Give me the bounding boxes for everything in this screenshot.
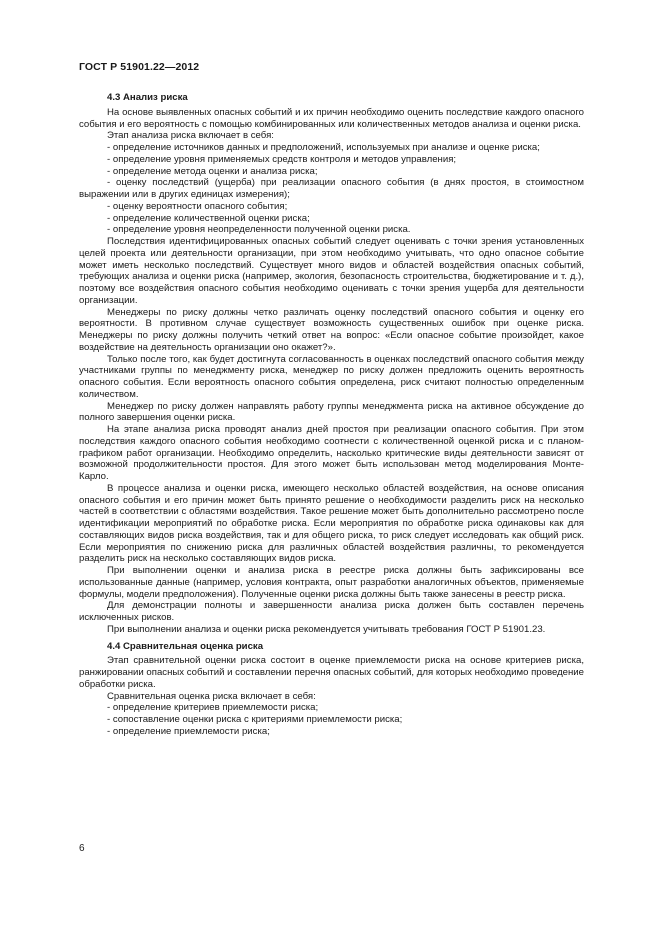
list-item: - оценку последствий (ущерба) при реализации опасного события (в днях простоя, в стоимостном выражении или в других единицах измерения); <box>79 177 584 200</box>
section-heading: 4.4 Сравнительная оценка риска <box>107 640 264 652</box>
list-item: - определение уровня применяемых средств контроля и методов управления; <box>107 153 457 165</box>
paragraph: Последствия идентифицированных опасных событий следует оценивать с точки зрения установленных целей проекта или деятельности организации, при этом необходимо учитывать, что одно опасное событие может иметь несколько последствий. Существует много видов и областей воздействия опасных событий, требующих анализа и оценки риска (например, экология, безопасность строительства, бюджетирование и т. д.), поэтому все воздействия опасного события необходимо оценивать с точки зрения ущерба для деятельности организации. <box>79 236 584 306</box>
document-header: ГОСТ Р 51901.22—2012 <box>79 61 200 73</box>
section-heading: 4.3 Анализ риска <box>107 92 188 103</box>
list-item: - сопоставление оценки риска с критериями приемлемости риска; <box>107 714 403 725</box>
paragraph: На основе выявленных опасных событий и их причин необходимо оценить последствие каждого опасного события и его вероятность с помощью комбинированных или количественных методов анализа и оценки риска. <box>79 106 584 130</box>
paragraph: Этап сравнительной оценки риска состоит в оценке приемлемости риска на основе критериев риска, ранжировании опасных событий и составлении перечня опасных событий, для которых необходимо проведение обработки риска. <box>79 655 584 690</box>
list-item: - определение метода оценки и анализа риска; <box>107 165 318 177</box>
paragraph: Менеджер по риску должен направлять работу группы менеджмента риска на активное обсуждение до полного завершения оценки риска. <box>79 400 584 424</box>
paragraph: Для демонстрации полноты и завершенности анализа риска должен быть составлен перечень исключенных рисков. <box>79 600 584 623</box>
paragraph: При выполнении анализа и оценки риска рекомендуется учитывать требования ГОСТ Р 51901.23. <box>107 623 546 635</box>
page-number: 6 <box>79 843 85 854</box>
paragraph: При выполнении оценки и анализа риска в реестре риска должны быть зафиксированы все использованные данные (например, условия контракта, опыт разработки аналогичных объектов, применяемые формулы, модели предположения). Полученные оценки риска должны быть также занесены в реестр риска. <box>79 565 584 600</box>
paragraph: Только после того, как будет достигнута согласованность в оценках последствий опасного события между участниками группы по менеджменту риска, менеджер по риску должен предложить оценить вероятность опасного события. Если вероятность опасного события определена, риск считают полностью определенным количеством. <box>79 353 584 400</box>
paragraph: Этап анализа риска включает в себя: <box>107 130 274 142</box>
page-body <box>79 92 584 738</box>
list-item: - определение источников данных и предположений, используемых при анализе и оценке риска; <box>107 142 540 153</box>
list-item: - определение уровня неопределенности полученной оценки риска. <box>107 224 411 236</box>
list-item: - оценку вероятности опасного события; <box>107 200 288 212</box>
paragraph: Менеджеры по риску должны четко различать оценку последствий опасного события и оценку его вероятности. В противном случае существует возможность существенных ошибок при оценке риска. Менеджеры по риску должны получить четкий ответ на вопрос: «Если опасное событие произойдет, какое воздействие на деятельность организации оно окажет?». <box>79 306 584 353</box>
list-item: - определение приемлемости риска; <box>107 725 270 737</box>
paragraph: На этапе анализа риска проводят анализ дней простоя при реализации опасного события. При этом последствия каждого опасного события необходимо соотнести с количественной оценкой риска и с планом-графиком работ организации. Необходимо определить, насколько критические виды деятельности зависят от возможной продолжительности простоя. Для этого может быть использован метод моделирования Монте-Карло. <box>79 424 584 482</box>
paragraph: Сравнительная оценка риска включает в себя: <box>107 690 316 702</box>
list-item: - определение критериев приемлемости риска; <box>107 702 319 714</box>
list-item: - определение количественной оценки риска; <box>107 212 310 224</box>
paragraph: В процессе анализа и оценки риска, имеющего несколько областей воздействия, на основе описания опасного события и его причин может быть принято решение о необходимости разделить риск на несколько частей в соответствии с областями воздействия. Такое решение может быть дополнительно рассмотрено после идентификации мероприятий по обработке риска. Если мероприятия по обработке риска одинаковы как для составляющих видов риска воздействия, так и для общего риска, то риск следует исследовать как общий риск. Если мероприятия по снижению риска для различных областей воздействия различны, то рекомендуется разделить риск на несколько составляющих видов риска. <box>79 482 584 565</box>
